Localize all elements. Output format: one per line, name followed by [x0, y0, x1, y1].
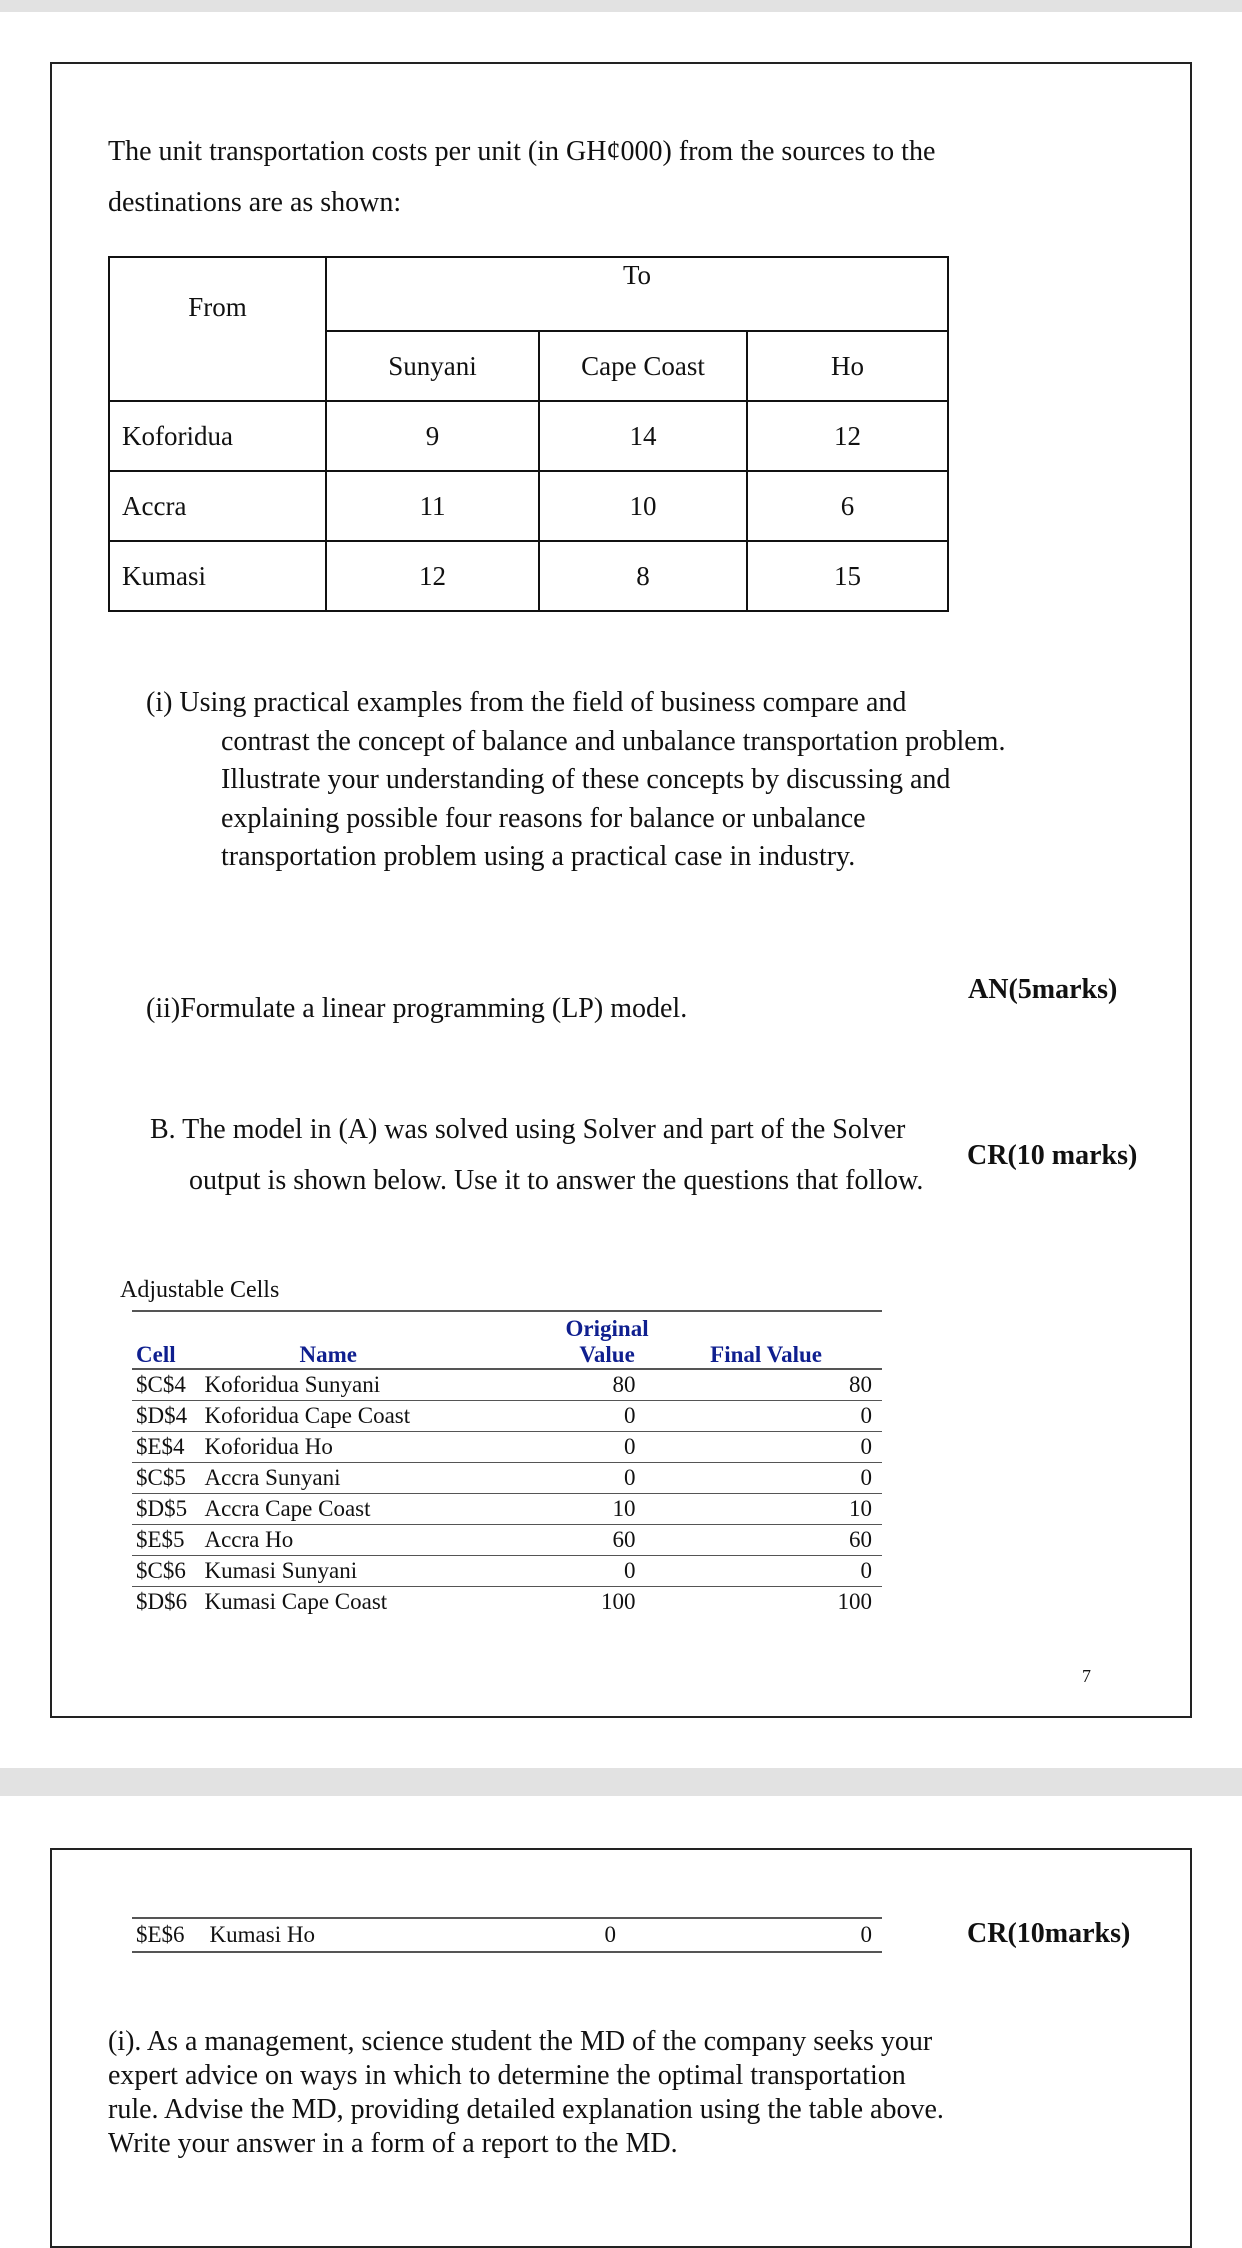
cost-cell: 14: [539, 401, 747, 471]
table-row: [132, 1587, 882, 1618]
cost-cell: 6: [747, 471, 948, 541]
original-value: 0: [539, 1432, 676, 1463]
cell-ref: $C$6: [132, 1556, 204, 1587]
original-value: 60: [539, 1525, 676, 1556]
cell-ref: $E$5: [132, 1525, 204, 1556]
table-row: [132, 1369, 882, 1401]
table-row: [109, 471, 948, 541]
original-value: 100: [600, 1589, 636, 1614]
table-row: [132, 1918, 882, 1952]
source-label: Accra: [109, 471, 326, 541]
original-value: 10: [539, 1494, 676, 1525]
cell-name: Accra Sunyani: [204, 1463, 538, 1494]
cost-cell: 8: [539, 541, 747, 611]
transportation-cost-table: [108, 256, 949, 612]
marks-cr-page2: CR(10marks): [967, 1918, 1131, 1949]
cell-ref: $E$6: [136, 1922, 185, 1947]
table-row: [132, 1463, 882, 1494]
cost-cell: 15: [747, 541, 948, 611]
dest-header: Ho: [747, 331, 948, 401]
dest-header: Sunyani: [326, 331, 539, 401]
original-value: 0: [539, 1401, 676, 1432]
from-header: From: [109, 257, 326, 401]
cell-ref: $C$4: [132, 1369, 204, 1401]
document-page-1: [50, 62, 1192, 1718]
original-value: 0: [539, 1463, 676, 1494]
final-value: 0: [860, 1922, 872, 1947]
question-report: (i). As a management, science student the MD of the company seeks your expert advice on ways in which to determine the optimal transportation rule. Advise the MD, providing detailed explanation using the table above. Write your answer in a form of a report to the MD.: [108, 2026, 944, 2159]
table-row: [109, 541, 948, 611]
final-value: 0: [675, 1432, 882, 1463]
page-number: 7: [1082, 1666, 1091, 1686]
cell-name: Accra Cape Coast: [204, 1494, 538, 1525]
cell-name: Kumasi Sunyani: [204, 1556, 538, 1587]
table-row: [109, 401, 948, 471]
question-b-continuation: output is shown below. Use it to answer the questions that follow.: [189, 1165, 924, 1196]
cell-name: Kumasi Cape Coast: [204, 1589, 388, 1614]
question-b: [150, 1104, 1010, 1206]
col-header-final: Final Value: [710, 1342, 822, 1367]
final-value: 10: [675, 1494, 882, 1525]
dest-header: Cape Coast: [539, 331, 747, 401]
cost-cell: 10: [539, 471, 747, 541]
final-value: 0: [675, 1463, 882, 1494]
cell-name: Koforidua Ho: [204, 1432, 538, 1463]
final-value: 80: [675, 1369, 882, 1401]
cost-cell: 12: [326, 541, 539, 611]
table-row: [132, 1432, 882, 1463]
question-ii: (ii)Formulate a linear programming (LP) model.: [146, 993, 688, 1024]
original-value: 0: [604, 1922, 616, 1947]
intro-paragraph: The unit transportation costs per unit (in GH¢000) from the sources to the destinations are as shown:: [108, 136, 936, 218]
original-value: 0: [539, 1556, 676, 1587]
table-row: [132, 1494, 882, 1525]
table-row: [132, 1525, 882, 1556]
document-page-2: [50, 1848, 1192, 2248]
original-value: 80: [539, 1369, 676, 1401]
cell-ref: $C$5: [132, 1463, 204, 1494]
question-b-first-line: B. The model in (A) was solved using Solver and part of the Solver: [150, 1114, 906, 1145]
final-value: 100: [837, 1589, 872, 1614]
cell-name: Kumasi Ho: [209, 1922, 315, 1947]
cell-ref: $E$4: [132, 1432, 204, 1463]
marks-an: AN(5marks): [968, 974, 1118, 1005]
page-gap: [0, 1768, 1242, 1796]
cost-cell: 9: [326, 401, 539, 471]
cell-name: Accra Ho: [204, 1525, 538, 1556]
col-header-cell: Cell: [136, 1342, 176, 1367]
question-i: [146, 684, 1026, 877]
final-value: 0: [675, 1556, 882, 1587]
table-row: [132, 1401, 882, 1432]
cost-cell: 12: [747, 401, 948, 471]
source-label: Koforidua: [109, 401, 326, 471]
cell-name: Koforidua Cape Coast: [204, 1401, 538, 1432]
question-i-continuation: contrast the concept of balance and unbalance transportation problem. Illustrate your understanding of these concepts by discussing and explaining possible four reasons for balance or unbalance transportation problem using a practical case in industry.: [221, 725, 1006, 872]
table-row: [132, 1556, 882, 1587]
final-value: 60: [675, 1525, 882, 1556]
adjustable-cells-title: Adjustable Cells: [120, 1277, 280, 1303]
final-value: 0: [675, 1401, 882, 1432]
cell-name: Koforidua Sunyani: [204, 1369, 538, 1401]
marks-cr: CR(10 marks): [967, 1140, 1138, 1171]
source-label: Kumasi: [109, 541, 326, 611]
solver-output-table-continued: [132, 1917, 882, 1953]
col-header-original: Original Value: [565, 1316, 649, 1367]
cell-ref: $D$6: [136, 1589, 188, 1614]
col-header-name: Name: [299, 1342, 357, 1367]
cell-ref: $D$5: [132, 1494, 204, 1525]
page-gap-top: [0, 0, 1242, 12]
solver-output-table: [132, 1310, 882, 1617]
cost-cell: 11: [326, 471, 539, 541]
cell-ref: $D$4: [132, 1401, 204, 1432]
to-header: To: [326, 257, 948, 331]
question-i-first-line: (i) Using practical examples from the field of business compare and: [146, 687, 907, 718]
